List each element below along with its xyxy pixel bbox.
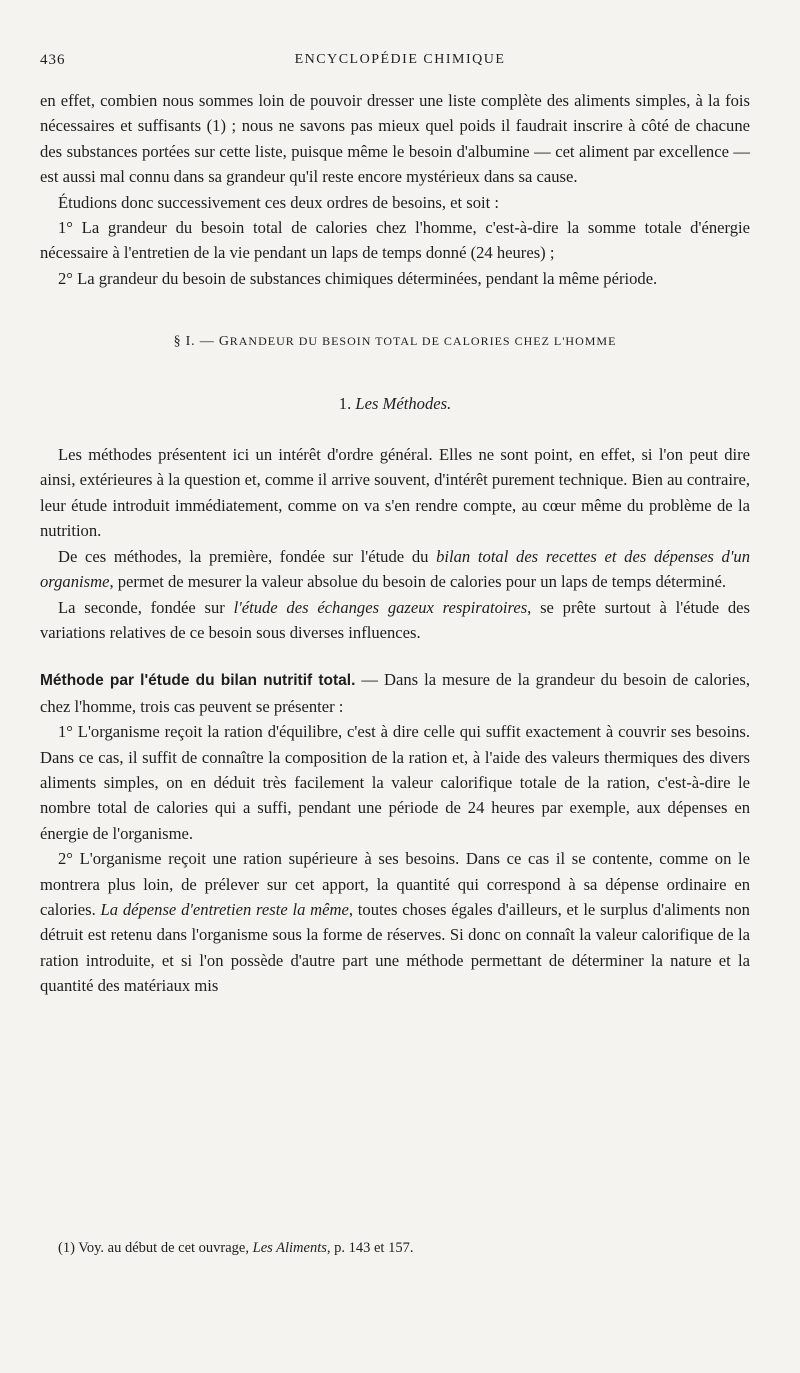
running-title: ENCYCLOPÉDIE CHIMIQUE [294, 52, 506, 67]
text-run: , toutes choses égales d'ailleurs, et le surplus d'aliments non détruit est retenu dans l'organisme sous la forme de réserves. Si donc on connaît la valeur calorifique de la ration introduite, et si l'on possède d'autre part une méthode permettant de déterminer la nature et la quantité des matériaux mis [40, 899, 750, 996]
section-title: RANDEUR DU BESOIN TOTAL DE CALORIES CHEZ L'HOMME [229, 334, 617, 349]
paragraph [40, 846, 750, 998]
paragraph: 1° La grandeur du besoin total de calories chez l'homme, c'est-à-dire la somme totale d'énergie nécessaire à l'entretien de la vie pendant un laps de temps donné (24 heures) ; [40, 218, 750, 263]
subsection-heading [40, 391, 750, 416]
text-run: La seconde, fondée sur [58, 597, 234, 617]
subsection-title: Les Méthodes. [355, 393, 452, 413]
subsection-number: 1. [338, 393, 356, 413]
footnote [58, 1240, 750, 1257]
spacer [40, 645, 750, 667]
emphasis: l'étude des échanges gazeux respiratoires [233, 597, 528, 617]
paragraph: 2° La grandeur du besoin de substances chimiques déterminées, pendant la même période. [58, 268, 658, 288]
paragraph: en effet, combien nous sommes loin de pouvoir dresser une liste complète des aliments simples, à la fois nécessaires et suffisants (1) ; nous ne savons pas mieux quel poids il faudrait inscrire à côté de chacune des substances portées sur cette liste, puisque même le besoin d'albumine — cet aliment par excellence — est aussi mal connu dans sa grandeur qu'il reste encore mystérieux dans sa cause. [40, 91, 750, 187]
paragraph: Les méthodes présentent ici un intérêt d'ordre général. Elles ne sont point, en effet, si l'on peut dire ainsi, extérieures à la question et, comme il arrive souvent, d'intérêt purement technique. Bien au contraire, leur étude introduit immédiatement, comme on va s'en rendre compte, au cœur même du problème de la nutrition. [40, 445, 750, 541]
emphasis: Les Aliments [252, 1240, 327, 1256]
text-run: (1) Voy. au début de cet ouvrage, [58, 1240, 253, 1256]
text-run: — Dans la mesure de la grandeur du besoin de calories, chez l'homme, trois cas peuvent se présenter : [40, 670, 751, 716]
running-head [40, 52, 760, 72]
text-run: 2° L'organisme reçoit une ration supérieure à ses besoins. Dans ce cas il se contente, comme on le montrera plus loin, de prélever sur cet apport, la quantité qui correspond à sa dépense ordinaire en calories. [40, 849, 750, 919]
emphasis: La dépense d'entretien reste la même [100, 899, 349, 919]
page-number: 436 [40, 52, 66, 68]
paragraph [40, 544, 750, 595]
section-heading [40, 329, 750, 354]
section-prefix: § I. — [173, 334, 219, 350]
text-run: De ces méthodes, la première, fondée sur l'étude du [58, 546, 437, 566]
text-run: , permet de mesurer la valeur absolue du besoin de calories pour un laps de temps déterminé. [109, 572, 726, 592]
section-title-cap: G [218, 334, 230, 350]
paragraph [40, 667, 750, 719]
run-in-heading: Méthode par l'étude du bilan nutritif total. [40, 672, 356, 690]
text-run: , se prête surtout à l'étude des variations relatives de ce besoin sous diverses influences. [40, 597, 750, 642]
paragraph: Étudions donc successivement ces deux ordres de besoins, et soit : [58, 192, 500, 212]
emphasis: bilan total des recettes et des dépenses d'un organisme [40, 546, 750, 592]
page-body [40, 88, 750, 999]
paragraph: 1° L'organisme reçoit la ration d'équilibre, c'est à dire celle qui suffit exactement à couvrir ses besoins. Dans ce cas, il suffit de connaître la composition de la ration et, à l'aide des valeurs thermiques des divers aliments simples, on en déduit très facilement la valeur calorifique totale de la ration, c'est-à-dire le nombre total de calories qui a suffi, pendant une période de 24 heures par exemple, aux dépenses en énergie de l'organisme. [40, 722, 750, 843]
text-run: , p. 143 et 157. [326, 1240, 414, 1256]
paragraph [40, 595, 750, 646]
